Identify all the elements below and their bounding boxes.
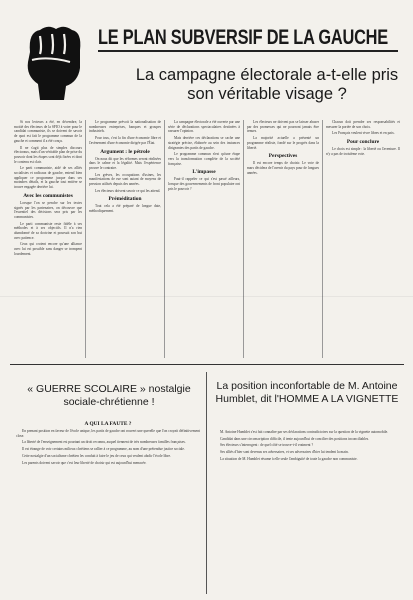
article-subhead: A QUI LA FAUTE ? bbox=[84, 421, 132, 427]
article-title-guerre-scolaire: « GUERRE SCOLAIRE » nostalgie sociale-chrétienne ! bbox=[27, 383, 191, 408]
page-subheadline: La campagne électorale a-t-elle pris son véritable visage ? bbox=[135, 66, 399, 103]
page-headline: LE PLAN SUBVERSIF DE LA GAUCHE bbox=[98, 26, 388, 49]
article-paragraph: Il est étrange de voir certains milieux chrétiens se rallier à ce programme, au nom d'une prétendue justice sociale. bbox=[22, 447, 185, 452]
column-subhead: Préméditation bbox=[108, 196, 142, 203]
raised-fist-icon bbox=[18, 22, 88, 102]
column-subhead: L'impasse bbox=[192, 169, 216, 176]
article-paragraph: Ses électeurs s'interrogent : de quel côté se trouve-t-il vraiment ? bbox=[220, 443, 314, 448]
article-paragraph: La liberté de l'enseignement est pourtant un droit reconnu, auquel tiennent de très nombreuses familles françaises. bbox=[22, 440, 186, 445]
page-fold bbox=[0, 296, 413, 297]
article-column-3 bbox=[168, 120, 240, 360]
article-paragraph: Cette nostalgie d'un socialisme chrétien les conduit à faire le jeu de ceux qui veulent abolir l'école libre. bbox=[22, 453, 171, 458]
column-paragraph: Les grèves, les occupations d'usines, les manifestations de rue sont autant de moyens de pression utilisés depuis des années. bbox=[89, 172, 161, 187]
article-paragraph: Les parents doivent savoir que c'est leur liberté de choisir qui est aujourd'hui menacée. bbox=[22, 460, 147, 465]
column-paragraph: Il est encore temps de choisir. Le vote de mars décidera de l'avenir du pays pour de longues années. bbox=[247, 161, 319, 175]
column-paragraph: Chacun doit prendre ses responsabilités et mesurer la portée de son choix. bbox=[326, 120, 400, 129]
column-paragraph: On nous dit que les réformes seront réalisées dans le calme et la légalité. Mais l'expérience prouve le contraire. bbox=[89, 156, 161, 170]
column-paragraph: Le parti communiste, aidé de ses alliés socialistes et radicaux de gauche, entend bien appliquer ce programme jusque dans ses moindres détails, et la gauche tout entière se trouve engagée derrière lui. bbox=[14, 166, 82, 190]
article-column-5 bbox=[326, 120, 400, 360]
bottom-column-divider bbox=[206, 372, 207, 594]
column-paragraph: Tout cela a été préparé de longue date, méthodiquement. bbox=[89, 204, 161, 214]
column-subhead: Perspectives bbox=[268, 153, 298, 160]
article-paragraph: Candidat dans une circonscription difficile, il tente aujourd'hui de concilier des positions inconciliables. bbox=[220, 436, 370, 441]
column-paragraph: Les électeurs doivent savoir ce qui les attend. bbox=[95, 188, 161, 193]
column-paragraph: Il ne s'agit plus de simples discours électoraux, mais d'un véritable plan de prise du pouvoir dont les étapes sont déjà fixées et dont le contenu est clair. bbox=[14, 145, 82, 164]
article-body-guerre-scolaire bbox=[16, 418, 200, 594]
section-divider bbox=[10, 364, 404, 365]
article-title-humblet: La position inconfortable de M. Antoine Humblet, dit l'HOMME A LA VIGNETTE bbox=[215, 380, 399, 405]
article-column-2 bbox=[89, 120, 161, 360]
article-paragraph: M. Antoine Humblet s'est fait connaître par ses déclarations contradictoires sur la question de la vignette automobile. bbox=[220, 430, 389, 434]
column-paragraph: Le choix est simple : la liberté ou l'aventure. Il n'y a pas de troisième voie. bbox=[326, 147, 400, 156]
column-paragraph: Le programme prévoit la nationalisation de nombreuses entreprises, banques et groupes industriels. bbox=[89, 120, 161, 134]
article-paragraph: La situation de M. Humblet résume à elle seule l'ambiguïté de toute la gauche non communiste. bbox=[220, 456, 358, 461]
column-paragraph: Pour tous, c'est la fin d'une économie libre et l'avènement d'une économie dirigée par l'État. bbox=[89, 136, 161, 145]
column-paragraph: La majorité actuelle a présenté un programme réaliste, fondé sur le progrès dans la liberté. bbox=[247, 136, 319, 150]
column-paragraph: La campagne électorale a été ouverte par une série de déclarations spectaculaires destinées à rassurer l'opinion. bbox=[168, 120, 240, 134]
column-paragraph: Le programme commun n'est qu'une étape vers la transformation complète de la société française. bbox=[168, 152, 240, 166]
column-divider bbox=[243, 120, 244, 358]
column-paragraph: Mais derrière ces déclarations se cache une stratégie précise, élaborée au sein des instances dirigeantes des partis de gauche. bbox=[168, 136, 240, 150]
article-paragraph: En prenant position en faveur de l'école unique, les partis de gauche ont rouvert une querelle que l'on croyait définitivement close. bbox=[16, 429, 200, 438]
article-paragraph: Ses alliés d'hier sont devenus ses adversaires, et ses adversaires d'hier lui tendent la main. bbox=[220, 450, 349, 455]
article-column-1 bbox=[14, 120, 82, 360]
column-divider bbox=[322, 120, 323, 358]
column-paragraph: Les électeurs ne doivent pas se laisser abuser par des promesses qui ne pourront jamais être tenues. bbox=[247, 120, 319, 134]
article-body-humblet bbox=[214, 430, 400, 594]
column-paragraph: Les Français veulent vivre libres et en paix. bbox=[332, 131, 395, 136]
headline-rule bbox=[98, 50, 398, 52]
article-column-4 bbox=[247, 120, 319, 360]
column-paragraph: Lorsque l'on se penche sur les textes signés par les partenaires, on découvre que l'essentiel des décisions sera pris par les communistes. bbox=[14, 200, 82, 219]
column-paragraph: Ceux qui croient encore qu'une alliance avec lui est possible sans danger se trompent lourdement. bbox=[14, 242, 82, 256]
column-subhead: Pour conclure bbox=[346, 139, 380, 146]
column-subhead: Avec les communistes bbox=[23, 192, 73, 199]
column-paragraph: Le parti communiste reste fidèle à ses méthodes et à ses objectifs. Il n'a rien abandonné de sa doctrine et poursuit son but avec patience. bbox=[14, 221, 82, 240]
column-paragraph: Faut-il rappeler ce qui s'est passé ailleurs, lorsque des gouvernements de front populaire ont pris le pouvoir ? bbox=[168, 177, 240, 191]
column-divider bbox=[164, 120, 165, 358]
column-paragraph: Si nos lecteurs a été, en décembre, la moitié des électeurs de la SFIO à voter pour le candidat communiste, ils se doivent de savoir de quoi est fait le programme commun de la gauche et comment il a été conçu. bbox=[14, 120, 82, 143]
column-divider bbox=[85, 120, 86, 358]
column-subhead: Argument : le pétrole bbox=[100, 148, 150, 155]
